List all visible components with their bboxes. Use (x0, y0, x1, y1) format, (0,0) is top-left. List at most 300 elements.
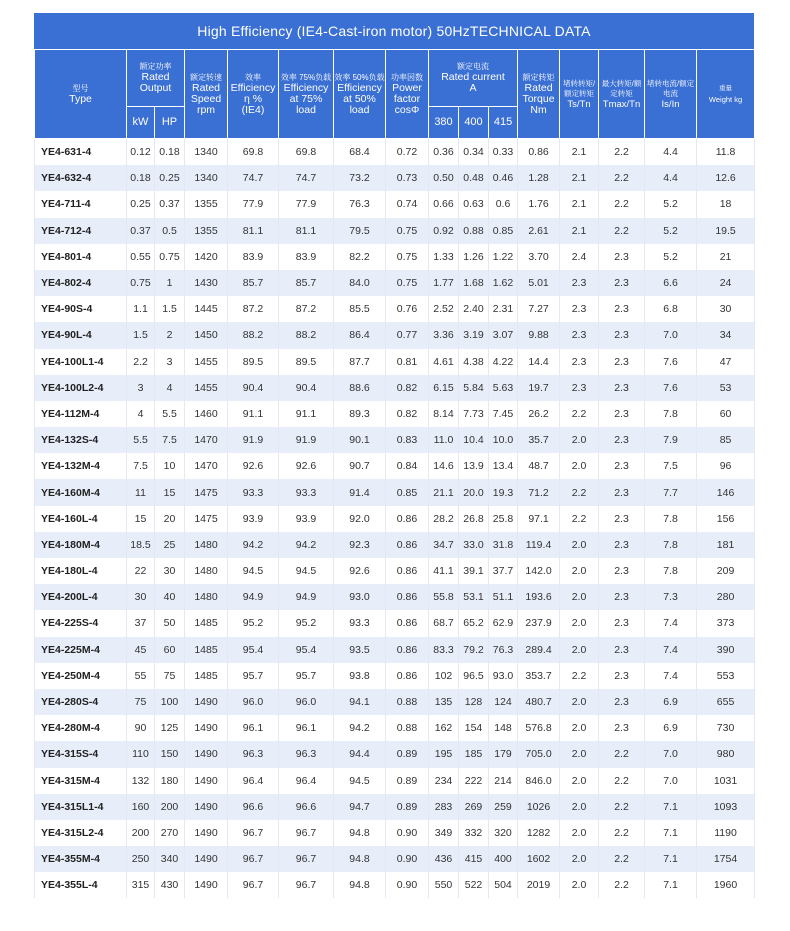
cell-type: YE4-280M-4 (35, 715, 127, 741)
header-efficiency: 效率 Efficiency η % (IE4) (228, 50, 279, 139)
cell-weight: 1754 (697, 846, 755, 872)
cell-power-factor: 0.90 (386, 820, 429, 846)
cell-current-380: 102 (429, 663, 459, 689)
cell-current-380: 11.0 (429, 427, 459, 453)
cell-kw: 0.18 (127, 165, 155, 191)
cell-tmax-tn: 2.3 (599, 375, 645, 401)
cell-power-factor: 0.84 (386, 453, 429, 479)
cell-speed: 1480 (185, 584, 228, 610)
cell-current-380: 55.8 (429, 584, 459, 610)
cell-tmax-tn: 2.3 (599, 322, 645, 348)
cell-power-factor: 0.75 (386, 218, 429, 244)
cell-speed: 1445 (185, 296, 228, 322)
cell-power-factor: 0.75 (386, 244, 429, 270)
cell-efficiency: 96.3 (228, 741, 279, 767)
cell-current-380: 41.1 (429, 558, 459, 584)
cell-efficiency-50: 93.3 (334, 610, 386, 636)
cell-current-415: 0.6 (489, 191, 518, 217)
table-row (35, 506, 755, 532)
cell-efficiency: 96.7 (228, 846, 279, 872)
cell-weight: 390 (697, 637, 755, 663)
cell-power-factor: 0.77 (386, 322, 429, 348)
cell-hp: 5.5 (155, 401, 185, 427)
cell-type: YE4-315M-4 (35, 768, 127, 794)
cell-efficiency-50: 92.3 (334, 532, 386, 558)
cell-weight: 146 (697, 479, 755, 505)
cell-efficiency: 81.1 (228, 218, 279, 244)
cell-hp: 75 (155, 663, 185, 689)
cell-efficiency-75: 91.9 (279, 427, 334, 453)
cell-hp: 0.37 (155, 191, 185, 217)
cell-current-400: 415 (459, 846, 489, 872)
cell-speed: 1460 (185, 401, 228, 427)
cell-torque: 846.0 (518, 768, 560, 794)
cell-type: YE4-160M-4 (35, 479, 127, 505)
cell-efficiency: 96.7 (228, 820, 279, 846)
header-rated-output: 额定功率 Rated Output (127, 50, 185, 107)
cell-type: YE4-112M-4 (35, 401, 127, 427)
header-tmax-tn: 最大转矩/额定转矩 Tmax/Tn (599, 50, 645, 139)
table-row (35, 768, 755, 794)
cell-kw: 37 (127, 610, 155, 636)
cell-efficiency: 96.7 (228, 872, 279, 898)
cell-type: YE4-801-4 (35, 244, 127, 270)
cell-speed: 1355 (185, 191, 228, 217)
cell-current-380: 195 (429, 741, 459, 767)
cell-speed: 1475 (185, 506, 228, 532)
cell-speed: 1355 (185, 218, 228, 244)
cell-efficiency: 88.2 (228, 322, 279, 348)
cell-weight: 655 (697, 689, 755, 715)
cell-speed: 1485 (185, 610, 228, 636)
cell-speed: 1490 (185, 846, 228, 872)
cell-is-in: 7.8 (645, 558, 697, 584)
cell-torque: 576.8 (518, 715, 560, 741)
cell-ts-tn: 2.2 (560, 663, 599, 689)
cell-efficiency-75: 93.9 (279, 506, 334, 532)
cell-current-400: 53.1 (459, 584, 489, 610)
cell-efficiency: 96.0 (228, 689, 279, 715)
header-kw: kW (127, 107, 155, 139)
table-row (35, 479, 755, 505)
cell-kw: 1.1 (127, 296, 155, 322)
cell-power-factor: 0.86 (386, 610, 429, 636)
cell-torque: 1602 (518, 846, 560, 872)
cell-current-415: 0.33 (489, 139, 518, 166)
cell-type: YE4-90S-4 (35, 296, 127, 322)
cell-efficiency: 93.3 (228, 479, 279, 505)
cell-speed: 1420 (185, 244, 228, 270)
cell-torque: 35.7 (518, 427, 560, 453)
cell-kw: 55 (127, 663, 155, 689)
cell-efficiency-50: 93.0 (334, 584, 386, 610)
cell-weight: 1960 (697, 872, 755, 898)
cell-efficiency: 93.9 (228, 506, 279, 532)
cell-type: YE4-225M-4 (35, 637, 127, 663)
table-row (35, 453, 755, 479)
cell-efficiency-50: 84.0 (334, 270, 386, 296)
cell-weight: 156 (697, 506, 755, 532)
cell-speed: 1480 (185, 558, 228, 584)
cell-current-400: 522 (459, 872, 489, 898)
cell-current-400: 128 (459, 689, 489, 715)
cell-current-380: 6.15 (429, 375, 459, 401)
cell-efficiency: 96.4 (228, 768, 279, 794)
cell-kw: 160 (127, 794, 155, 820)
table-row (35, 244, 755, 270)
table-row (35, 427, 755, 453)
cell-current-415: 148 (489, 715, 518, 741)
cell-speed: 1455 (185, 375, 228, 401)
cell-ts-tn: 2.2 (560, 401, 599, 427)
cell-tmax-tn: 2.3 (599, 296, 645, 322)
cell-torque: 19.7 (518, 375, 560, 401)
table-row (35, 846, 755, 872)
cell-torque: 48.7 (518, 453, 560, 479)
cell-current-415: 179 (489, 741, 518, 767)
cell-power-factor: 0.86 (386, 637, 429, 663)
cell-efficiency-75: 83.9 (279, 244, 334, 270)
cell-is-in: 6.6 (645, 270, 697, 296)
cell-current-400: 7.73 (459, 401, 489, 427)
cell-is-in: 5.2 (645, 218, 697, 244)
cell-weight: 34 (697, 322, 755, 348)
header-rated-speed: 额定转速 Rated Speed rpm (185, 50, 228, 139)
cell-efficiency: 85.7 (228, 270, 279, 296)
cell-current-415: 124 (489, 689, 518, 715)
cell-speed: 1450 (185, 322, 228, 348)
cell-current-415: 504 (489, 872, 518, 898)
cell-is-in: 7.3 (645, 584, 697, 610)
cell-efficiency-75: 96.0 (279, 689, 334, 715)
cell-hp: 100 (155, 689, 185, 715)
table-row (35, 218, 755, 244)
table-row (35, 349, 755, 375)
cell-tmax-tn: 2.3 (599, 584, 645, 610)
table-row (35, 270, 755, 296)
cell-is-in: 6.9 (645, 689, 697, 715)
cell-weight: 11.8 (697, 139, 755, 166)
cell-type: YE4-355L-4 (35, 872, 127, 898)
cell-torque: 7.27 (518, 296, 560, 322)
cell-current-380: 135 (429, 689, 459, 715)
table-row (35, 139, 755, 166)
header-rated-current: 额定电流 Rated current A (429, 50, 518, 107)
cell-current-415: 19.3 (489, 479, 518, 505)
cell-ts-tn: 2.3 (560, 375, 599, 401)
cell-ts-tn: 2.0 (560, 820, 599, 846)
table-row (35, 191, 755, 217)
cell-hp: 270 (155, 820, 185, 846)
cell-torque: 705.0 (518, 741, 560, 767)
cell-current-380: 0.92 (429, 218, 459, 244)
cell-type: YE4-180M-4 (35, 532, 127, 558)
cell-weight: 47 (697, 349, 755, 375)
cell-current-415: 51.1 (489, 584, 518, 610)
cell-ts-tn: 2.0 (560, 872, 599, 898)
cell-efficiency-75: 91.1 (279, 401, 334, 427)
cell-speed: 1470 (185, 453, 228, 479)
cell-kw: 0.37 (127, 218, 155, 244)
cell-efficiency: 74.7 (228, 165, 279, 191)
cell-power-factor: 0.86 (386, 584, 429, 610)
cell-current-380: 349 (429, 820, 459, 846)
cell-tmax-tn: 2.3 (599, 270, 645, 296)
cell-efficiency-50: 94.8 (334, 846, 386, 872)
cell-type: YE4-180L-4 (35, 558, 127, 584)
cell-efficiency: 77.9 (228, 191, 279, 217)
cell-is-in: 4.4 (645, 165, 697, 191)
cell-current-400: 39.1 (459, 558, 489, 584)
cell-current-415: 1.62 (489, 270, 518, 296)
cell-type: YE4-315S-4 (35, 741, 127, 767)
cell-tmax-tn: 2.3 (599, 715, 645, 741)
cell-current-400: 79.2 (459, 637, 489, 663)
cell-weight: 209 (697, 558, 755, 584)
cell-efficiency: 95.2 (228, 610, 279, 636)
cell-efficiency-50: 89.3 (334, 401, 386, 427)
cell-tmax-tn: 2.3 (599, 532, 645, 558)
cell-efficiency-75: 96.7 (279, 872, 334, 898)
cell-current-380: 28.2 (429, 506, 459, 532)
table-row (35, 715, 755, 741)
cell-power-factor: 0.75 (386, 270, 429, 296)
cell-weight: 30 (697, 296, 755, 322)
cell-efficiency-50: 93.8 (334, 663, 386, 689)
cell-speed: 1485 (185, 637, 228, 663)
cell-ts-tn: 2.3 (560, 270, 599, 296)
cell-efficiency: 83.9 (228, 244, 279, 270)
cell-kw: 22 (127, 558, 155, 584)
cell-tmax-tn: 2.2 (599, 741, 645, 767)
cell-torque: 142.0 (518, 558, 560, 584)
cell-is-in: 7.5 (645, 453, 697, 479)
cell-current-400: 10.4 (459, 427, 489, 453)
cell-tmax-tn: 2.2 (599, 872, 645, 898)
table-row (35, 872, 755, 898)
cell-power-factor: 0.86 (386, 532, 429, 558)
cell-efficiency-50: 68.4 (334, 139, 386, 166)
cell-efficiency-75: 92.6 (279, 453, 334, 479)
cell-torque: 14.4 (518, 349, 560, 375)
cell-speed: 1490 (185, 689, 228, 715)
cell-hp: 2 (155, 322, 185, 348)
cell-type: YE4-632-4 (35, 165, 127, 191)
cell-hp: 40 (155, 584, 185, 610)
cell-weight: 1093 (697, 794, 755, 820)
table-row (35, 322, 755, 348)
cell-tmax-tn: 2.3 (599, 244, 645, 270)
table-row (35, 165, 755, 191)
cell-kw: 200 (127, 820, 155, 846)
cell-ts-tn: 2.0 (560, 768, 599, 794)
table-row (35, 741, 755, 767)
cell-weight: 1031 (697, 768, 755, 794)
cell-kw: 110 (127, 741, 155, 767)
cell-current-380: 83.3 (429, 637, 459, 663)
header-380v: 380 (429, 107, 459, 139)
cell-efficiency-75: 69.8 (279, 139, 334, 166)
cell-current-380: 4.61 (429, 349, 459, 375)
cell-hp: 200 (155, 794, 185, 820)
cell-current-415: 320 (489, 820, 518, 846)
cell-efficiency-50: 73.2 (334, 165, 386, 191)
cell-efficiency-50: 76.3 (334, 191, 386, 217)
cell-efficiency-50: 88.6 (334, 375, 386, 401)
table-row (35, 820, 755, 846)
cell-power-factor: 0.86 (386, 663, 429, 689)
cell-power-factor: 0.89 (386, 741, 429, 767)
header-hp: HP (155, 107, 185, 139)
data-sheet (34, 13, 754, 898)
cell-ts-tn: 2.1 (560, 218, 599, 244)
cell-torque: 1026 (518, 794, 560, 820)
cell-ts-tn: 2.0 (560, 637, 599, 663)
cell-efficiency-50: 90.7 (334, 453, 386, 479)
cell-current-415: 7.45 (489, 401, 518, 427)
cell-current-415: 37.7 (489, 558, 518, 584)
header-power-factor: 功率因数 Power factor cosΦ (386, 50, 429, 139)
cell-ts-tn: 2.0 (560, 584, 599, 610)
cell-current-400: 0.48 (459, 165, 489, 191)
cell-efficiency-75: 95.7 (279, 663, 334, 689)
table-row (35, 401, 755, 427)
cell-current-400: 2.40 (459, 296, 489, 322)
cell-torque: 3.70 (518, 244, 560, 270)
cell-torque: 97.1 (518, 506, 560, 532)
cell-current-415: 214 (489, 768, 518, 794)
cell-type: YE4-100L2-4 (35, 375, 127, 401)
cell-kw: 15 (127, 506, 155, 532)
cell-weight: 24 (697, 270, 755, 296)
cell-efficiency-75: 87.2 (279, 296, 334, 322)
cell-power-factor: 0.89 (386, 794, 429, 820)
cell-tmax-tn: 2.3 (599, 427, 645, 453)
cell-tmax-tn: 2.3 (599, 401, 645, 427)
cell-is-in: 6.8 (645, 296, 697, 322)
cell-efficiency-50: 93.5 (334, 637, 386, 663)
cell-hp: 25 (155, 532, 185, 558)
cell-efficiency: 69.8 (228, 139, 279, 166)
cell-current-380: 1.33 (429, 244, 459, 270)
cell-ts-tn: 2.3 (560, 296, 599, 322)
cell-tmax-tn: 2.2 (599, 165, 645, 191)
table-row (35, 663, 755, 689)
cell-kw: 2.2 (127, 349, 155, 375)
cell-is-in: 7.1 (645, 846, 697, 872)
cell-current-380: 550 (429, 872, 459, 898)
cell-weight: 553 (697, 663, 755, 689)
cell-efficiency-50: 94.7 (334, 794, 386, 820)
cell-type: YE4-355M-4 (35, 846, 127, 872)
cell-efficiency-50: 91.4 (334, 479, 386, 505)
cell-torque: 237.9 (518, 610, 560, 636)
cell-current-400: 222 (459, 768, 489, 794)
cell-type: YE4-802-4 (35, 270, 127, 296)
cell-speed: 1340 (185, 165, 228, 191)
cell-speed: 1475 (185, 479, 228, 505)
cell-is-in: 7.1 (645, 794, 697, 820)
cell-power-factor: 0.85 (386, 479, 429, 505)
cell-efficiency-75: 96.3 (279, 741, 334, 767)
cell-weight: 181 (697, 532, 755, 558)
cell-weight: 1190 (697, 820, 755, 846)
cell-tmax-tn: 2.2 (599, 846, 645, 872)
cell-current-415: 4.22 (489, 349, 518, 375)
cell-tmax-tn: 2.2 (599, 139, 645, 166)
cell-tmax-tn: 2.3 (599, 689, 645, 715)
table-row (35, 610, 755, 636)
cell-weight: 19.5 (697, 218, 755, 244)
header-type: 型号 Type (35, 50, 127, 139)
cell-kw: 18.5 (127, 532, 155, 558)
cell-power-factor: 0.88 (386, 689, 429, 715)
cell-current-400: 1.68 (459, 270, 489, 296)
cell-is-in: 7.8 (645, 532, 697, 558)
cell-tmax-tn: 2.2 (599, 218, 645, 244)
cell-torque: 71.2 (518, 479, 560, 505)
header-weight: 重量 Weight kg (697, 50, 755, 139)
cell-efficiency-75: 96.4 (279, 768, 334, 794)
cell-kw: 1.5 (127, 322, 155, 348)
cell-is-in: 7.4 (645, 637, 697, 663)
cell-ts-tn: 2.0 (560, 741, 599, 767)
cell-is-in: 7.9 (645, 427, 697, 453)
cell-is-in: 7.4 (645, 663, 697, 689)
cell-hp: 430 (155, 872, 185, 898)
table-row (35, 558, 755, 584)
cell-type: YE4-200L-4 (35, 584, 127, 610)
cell-is-in: 4.4 (645, 139, 697, 166)
cell-torque: 480.7 (518, 689, 560, 715)
cell-power-factor: 0.90 (386, 846, 429, 872)
cell-hp: 125 (155, 715, 185, 741)
table-row (35, 296, 755, 322)
cell-efficiency-75: 93.3 (279, 479, 334, 505)
cell-kw: 3 (127, 375, 155, 401)
cell-kw: 7.5 (127, 453, 155, 479)
cell-is-in: 5.2 (645, 244, 697, 270)
cell-current-400: 332 (459, 820, 489, 846)
cell-power-factor: 0.76 (386, 296, 429, 322)
cell-efficiency-50: 85.5 (334, 296, 386, 322)
cell-weight: 60 (697, 401, 755, 427)
cell-tmax-tn: 2.3 (599, 637, 645, 663)
cell-weight: 18 (697, 191, 755, 217)
cell-torque: 1.28 (518, 165, 560, 191)
table-body (35, 139, 755, 899)
cell-current-380: 0.50 (429, 165, 459, 191)
cell-efficiency-75: 96.6 (279, 794, 334, 820)
cell-efficiency: 96.6 (228, 794, 279, 820)
cell-hp: 3 (155, 349, 185, 375)
cell-speed: 1490 (185, 741, 228, 767)
cell-is-in: 6.9 (645, 715, 697, 741)
cell-type: YE4-712-4 (35, 218, 127, 244)
cell-speed: 1455 (185, 349, 228, 375)
cell-current-415: 2.31 (489, 296, 518, 322)
cell-power-factor: 0.73 (386, 165, 429, 191)
cell-current-380: 8.14 (429, 401, 459, 427)
cell-efficiency: 92.6 (228, 453, 279, 479)
cell-hp: 7.5 (155, 427, 185, 453)
header-rated-torque: 额定转矩 Rated Torque Nm (518, 50, 560, 139)
cell-hp: 1 (155, 270, 185, 296)
cell-current-400: 185 (459, 741, 489, 767)
cell-kw: 4 (127, 401, 155, 427)
cell-ts-tn: 2.1 (560, 139, 599, 166)
cell-hp: 1.5 (155, 296, 185, 322)
